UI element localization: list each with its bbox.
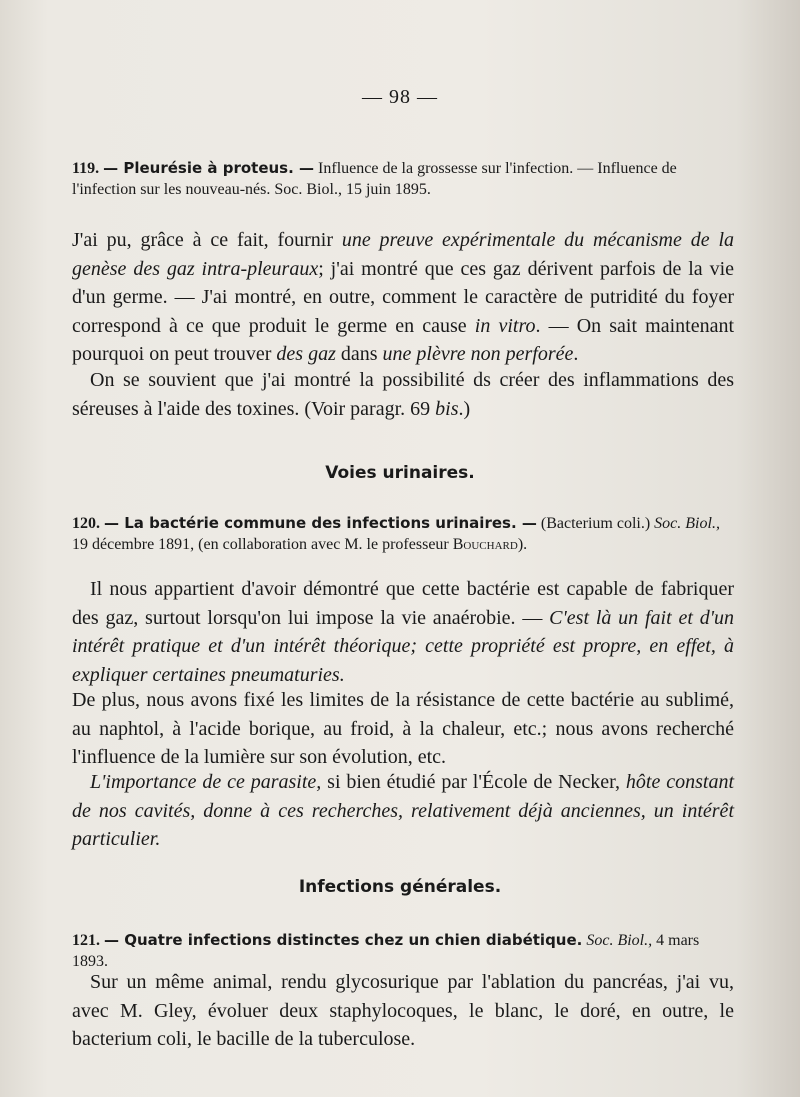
entry-number: 120. bbox=[72, 515, 100, 532]
text: On se souvient que j'ai montré la possibilité ds créer des inflammations des séreuses à l'aide des toxines. (Voir paragr. 69 bbox=[72, 369, 734, 420]
entry-title: — La bactérie commune des infections urinaires. — bbox=[104, 514, 537, 532]
paragraph-parasite bbox=[72, 768, 734, 854]
italic-text: des gaz bbox=[276, 343, 336, 365]
entry-title: — Quatre infections distinctes chez un chien diabétique. bbox=[104, 931, 583, 949]
text: ; j'ai montré que ces gaz dérivent parfois de la vie d'un germe. — J'ai montré, en outre, comment le caractère de putridité du foyer correspond à ce que produit le germe en cause bbox=[72, 257, 734, 337]
text: De plus, nous avons fixé les limites de la résistance de cette bactérie au sublimé, au naphtol, à l'acide borique, au froid, à la chaleur, etc.; nous avons recherché l'influence de la lumière sur son évolution, etc. bbox=[72, 689, 734, 768]
text: si bien étudié par l'École de Necker, bbox=[321, 771, 626, 793]
italic-text: C'est là un fait et d'un intérêt pratique et d'un intérêt théorique; cette propriété est propre, en effet, à expliquer certaines pneumaturies. bbox=[72, 606, 734, 686]
entry-number: 119. bbox=[72, 160, 100, 177]
paragraph-glycosurique bbox=[72, 968, 734, 1054]
entry-journal: Soc. Biol., bbox=[586, 932, 653, 949]
text: .) bbox=[458, 397, 471, 420]
italic-text: L'importance de ce parasite, bbox=[90, 771, 322, 793]
text: ). bbox=[517, 536, 528, 553]
entry-119-header bbox=[72, 158, 734, 200]
italic-text: hôte constant de nos cavités, donne à ces recherches, relativement déjà anciennes, un intérêt particulier. bbox=[72, 771, 734, 850]
italic-text: une plèvre non perforée bbox=[382, 343, 574, 365]
section-heading-voies-urinaires: Voies urinaires. bbox=[325, 463, 475, 483]
text: Sur un même animal, rendu glycosurique par l'ablation du pancréas, j'ai vu, avec M. Gley, évoluer deux staphylocoques, le blanc, le doré, en outre, le bacterium coli, le bacille de la tuberculose. bbox=[72, 971, 734, 1050]
italic-text: bis bbox=[435, 397, 459, 420]
paragraph-bacterie-gaz bbox=[72, 575, 734, 689]
text: . — On sait maintenant pourquoi on peut trouver bbox=[72, 314, 734, 365]
page-number: — 98 — bbox=[362, 86, 438, 108]
entry-reference: 4 mars 1893. bbox=[72, 932, 700, 970]
entry-author: Bouchard bbox=[452, 536, 518, 553]
text: J'ai pu, grâce à ce fait, fournir bbox=[72, 229, 342, 251]
text: . bbox=[573, 343, 579, 365]
italic-text: in vitro bbox=[474, 314, 536, 337]
entry-journal: Soc. Biol., bbox=[654, 515, 720, 532]
entry-reference: 19 décembre 1891, (en collaboration avec M. le professeur bbox=[72, 536, 449, 553]
paragraph-resistance bbox=[72, 686, 734, 772]
entry-number: 121. bbox=[72, 932, 100, 949]
entry-title: — Pleurésie à proteus. — bbox=[103, 159, 315, 177]
text: dans bbox=[335, 343, 383, 365]
text: Il nous appartient d'avoir démontré que cette bactérie est capable de fabriquer des gaz, surtout lorsqu'on lui impose la vie anaérobie. — bbox=[72, 578, 734, 629]
entry-reference: (Bacterium coli.) bbox=[540, 515, 651, 532]
entry-121-header bbox=[72, 930, 734, 972]
section-heading-infections-generales: Infections générales. bbox=[298, 877, 502, 897]
italic-text: une preuve expérimentale du mécanisme de la genèse des gaz intra-pleuraux bbox=[72, 229, 734, 280]
paragraph-toxines bbox=[72, 366, 734, 423]
entry-120-header bbox=[72, 513, 734, 555]
paragraph-gaz-intra-pleuraux bbox=[72, 226, 734, 369]
entry-reference: Influence de la grossesse sur l'infection. — Influence de l'infection sur les nouveau-nés. Soc. Biol., 15 juin 1895. bbox=[72, 160, 677, 198]
